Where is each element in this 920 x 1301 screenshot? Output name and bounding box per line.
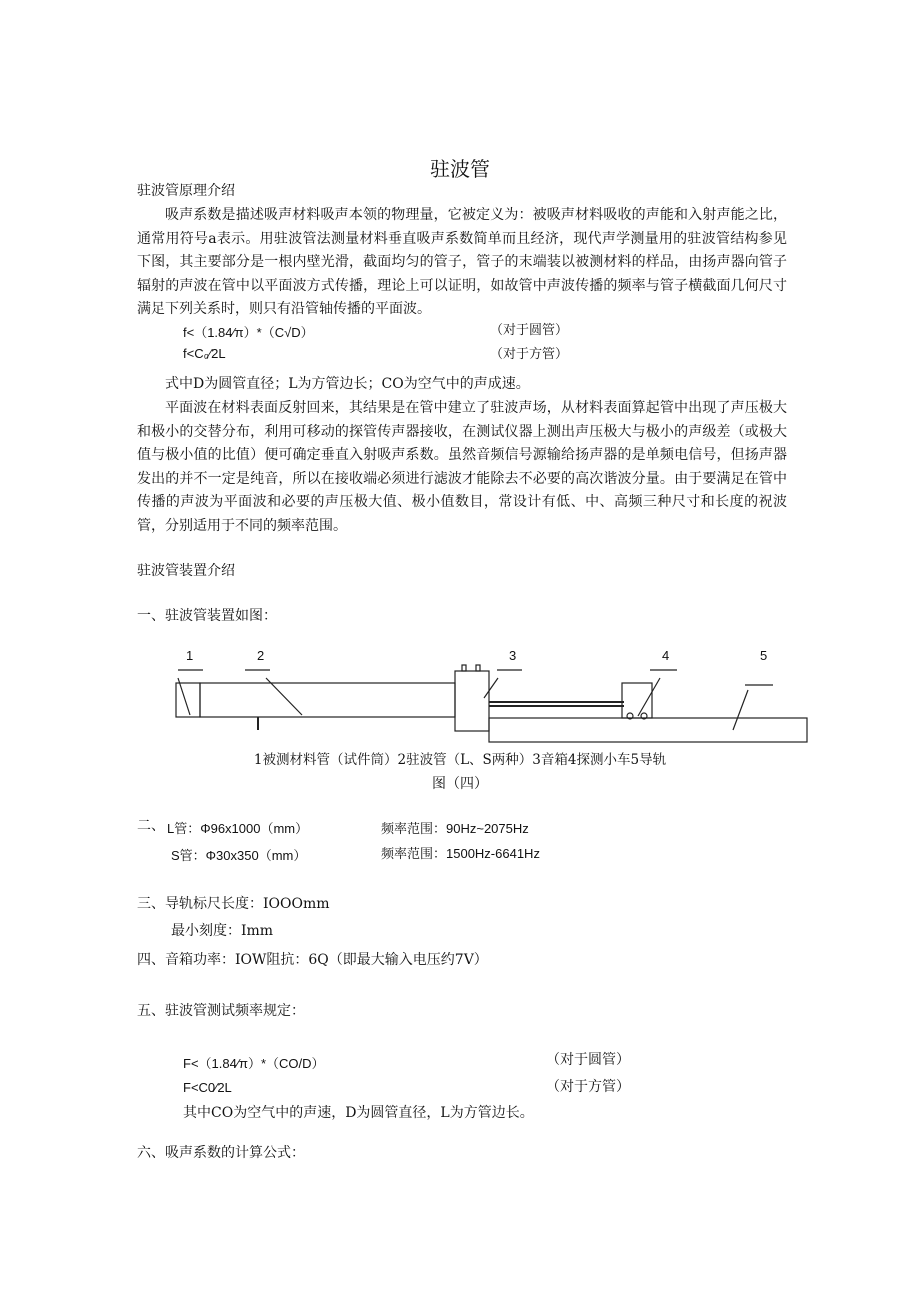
sample-tube	[176, 683, 200, 717]
paragraph-standing-wave: 平面波在材料表面反射回来，其结果是在管中建立了驻波声场，从材料表面算起管中出现了声压极大和极小的交替分布，利用可移动的探管传声器接收，在测试仪器上测出声压极大与极小的声级差（或极大值与极小值的比值）便可确定垂直入射吸声系数。虽然音频信号源输给扬声器的是单频电信号，但扬声器发出的并不一定是纯音，所以在接收端必须进行滤波才能除去不必要的高次谐波分量。由于要满足在管中传播的声波为平面波和必要的声压极大值、极小值数目，常设计有低、中、高频三种尺寸和长度的祝波管，分别适用于不同的频率范围。	[137, 400, 787, 534]
figure-label-5: 5	[760, 648, 768, 663]
section-heading-principle: 驻波管原理介绍	[137, 183, 235, 199]
formula-square-tube-note: （对于方管）	[490, 347, 569, 362]
rail-min-scale: 最小刻度：Imm	[171, 923, 274, 939]
test-formula-round-tube-note: （对于圆管）	[546, 1052, 630, 1068]
figure-label-2: 2	[257, 648, 265, 663]
standing-wave-tube-figure	[0, 640, 920, 750]
paragraph-absorption-definition: 吸声系数是描述吸声材料吸声本领的物理量，它被定义为：被吸声材料吸收的声能和入射声能之比，通常用符号a表示。用驻波管法测量材料垂直吸声系数简单而且经济，现代声学测量用的驻波管结构参见下图，其主要部分是一根内壁光滑，截面均匀的管子，管子的末端装以被测材料的样品，由扬声器向管子辐射的声波在管中以平面波方式传播，理论上可以证明，如故管中声波传播的频率与管子横截面几何尺寸满足下列关系时，则只有沿管轴传播的平面波。	[137, 207, 787, 318]
l-tube-spec: L管：Φ96x1000（mm）	[167, 821, 309, 836]
formula-square-tube: f<C₀⁄2L	[183, 346, 226, 361]
device-item-2-prefix: 二、	[137, 818, 165, 834]
figure-number: 图（四）	[432, 776, 488, 792]
test-formula-round-tube: F<（1.84⁄π）*（CO/D）	[183, 1056, 325, 1071]
test-formula-explanation: 其中CO为空气中的声速，D为圆管直径，L为方管边长。	[183, 1105, 534, 1121]
device-item-6: 六、吸声系数的计算公式：	[137, 1145, 305, 1161]
test-formula-square-tube: F<C0⁄2L	[183, 1080, 232, 1095]
figure-label-4: 4	[662, 648, 670, 663]
guide-rail	[489, 718, 807, 742]
formula-round-tube-note: （对于圆管）	[490, 323, 569, 338]
page-title: 驻波管	[430, 157, 490, 181]
s-tube-spec: S管：Φ30x350（mm）	[171, 848, 307, 863]
s-tube-frequency-range: 频率范围：1500Hz-6641Hz	[381, 846, 540, 861]
device-item-5: 五、驻波管测试频率规定：	[137, 1003, 305, 1019]
figure-label-1: 1	[186, 648, 194, 663]
test-formula-square-tube-note: （对于方管）	[546, 1079, 630, 1095]
formula-round-tube: f<（1.84⁄π）*（C√D）	[183, 325, 314, 340]
device-item-3: 三、导轨标尺长度：IOOOmm	[137, 896, 330, 912]
section-heading-device: 驻波管装置介绍	[137, 563, 235, 579]
l-tube-frequency-range: 频率范围：90Hz~2075Hz	[381, 821, 529, 836]
device-item-4: 四、音箱功率：IOW阻抗：6Q（即最大输入电压约7V）	[137, 952, 488, 968]
device-item-1: 一、驻波管装置如图：	[137, 608, 277, 624]
figure-label-3: 3	[509, 648, 517, 663]
figure-caption: 1被测材料管（试件筒）2驻波管（L、S两种）3音箱4探测小车5导轨	[253, 752, 667, 768]
formula-explanation: 式中D为圆管直径；L为方管边长；CO为空气中的声成速。	[165, 376, 530, 392]
standing-wave-tube	[200, 683, 455, 717]
speaker-box	[455, 671, 489, 731]
